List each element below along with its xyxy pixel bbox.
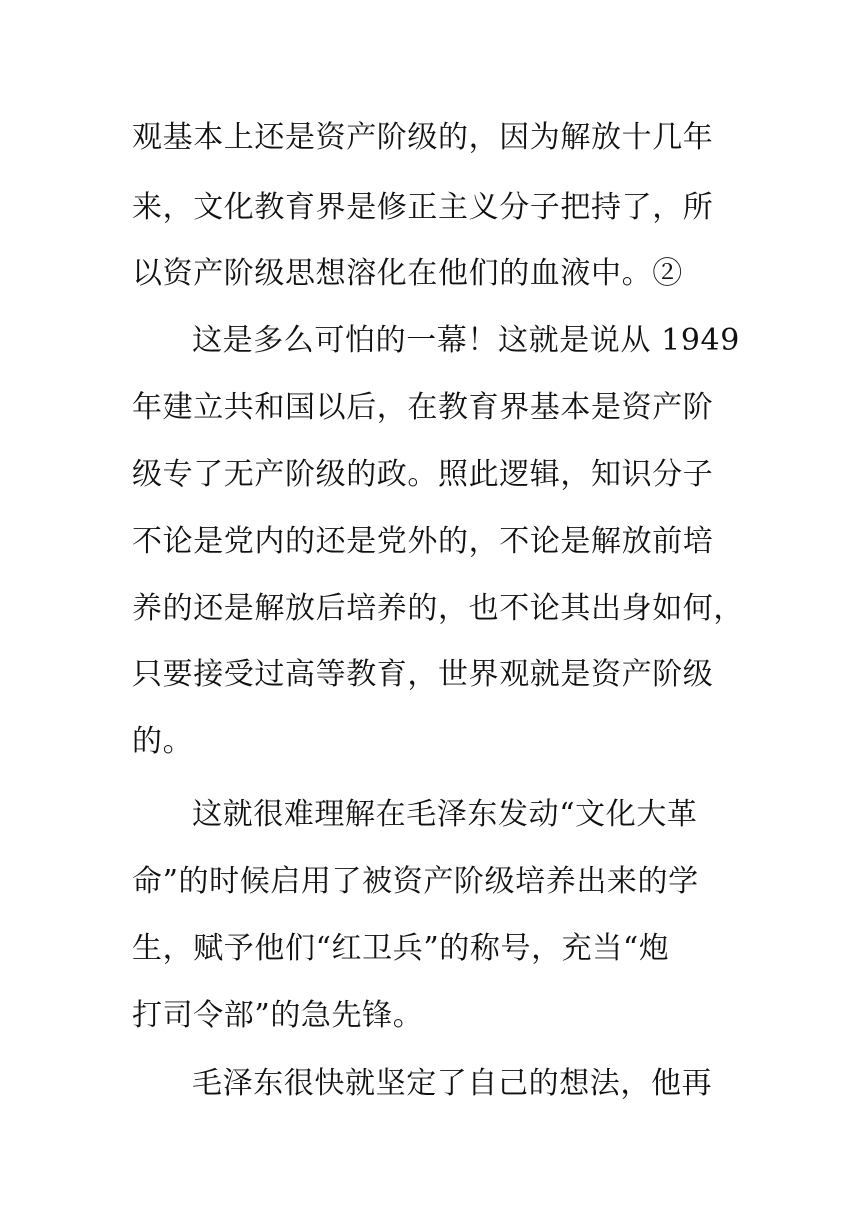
- text-line: 命”的时候启用了被资产阶级培养出来的学: [132, 864, 699, 899]
- text-line: 的。: [132, 724, 194, 759]
- text-line: 观基本上还是资产阶级的，因为解放十几年: [132, 120, 714, 155]
- text-line: 级专了无产阶级的政。照此逻辑，知识分子: [132, 457, 714, 492]
- text-line: 打司令部”的急先锋。: [132, 998, 424, 1033]
- text-line: 养的还是解放后培养的，也不论其出身如何，: [132, 591, 744, 626]
- text-line: 年建立共和国以后，在教育界基本是资产阶: [132, 390, 714, 425]
- text-line: 只要接受过高等教育，世界观就是资产阶级: [132, 657, 714, 692]
- text-line: 以资产阶级思想溶化在他们的血液中。②: [132, 256, 683, 291]
- text-line: 生，赋予他们“红卫兵”的称号，充当“炮: [132, 931, 670, 966]
- paragraph-first-line: 这是多么可怕的一幕！这就是说从 1949: [192, 323, 740, 358]
- text-line: 来，文化教育界是修正主义分子把持了，所: [132, 190, 714, 225]
- paragraph-first-line: 毛泽东很快就坚定了自己的想法，他再: [192, 1066, 713, 1101]
- paragraph-first-line: 这就很难理解在毛泽东发动“文化大革: [192, 797, 698, 832]
- text-line: 不论是党内的还是党外的，不论是解放前培: [132, 524, 714, 559]
